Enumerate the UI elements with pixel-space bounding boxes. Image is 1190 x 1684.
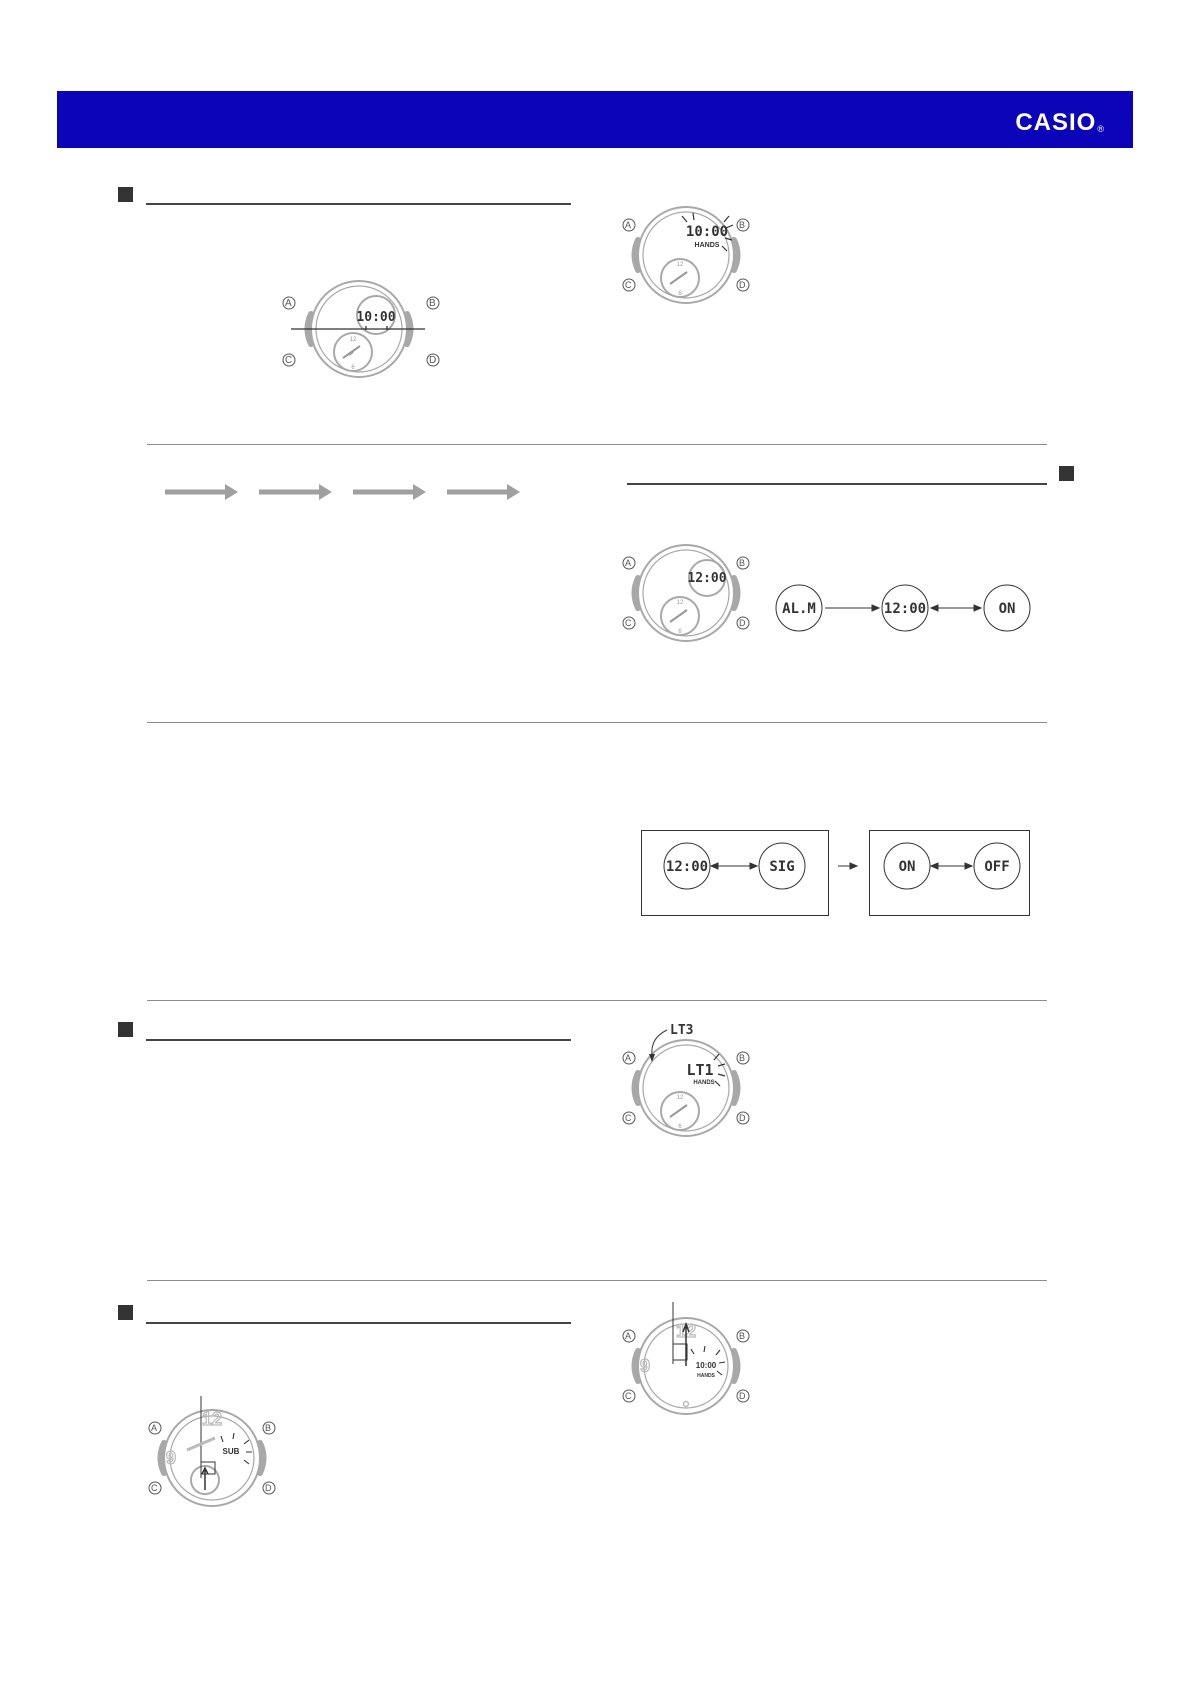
button-b-label: B: [739, 1331, 746, 1341]
section-marker-1: [118, 187, 133, 202]
button-b-label: B: [265, 1423, 272, 1433]
watch-diagram-hands: [620, 200, 755, 310]
lcd-time-small: 10:00: [695, 1361, 717, 1370]
watch-diagram-alarm: [620, 538, 755, 648]
button-b-label: B: [429, 298, 436, 309]
signal-sig: SIG: [769, 859, 795, 875]
signal-setting-flow: [641, 830, 1031, 916]
logo-text: CASIO: [1015, 109, 1097, 136]
section-rule-4: [146, 1322, 571, 1324]
registered-mark: ®: [1097, 124, 1105, 134]
dial-6: 6: [678, 1124, 682, 1130]
watch-diagram-light: [620, 1018, 755, 1143]
watch-diagram-alignment: [620, 1300, 755, 1420]
button-a-label: A: [625, 220, 632, 230]
divider-1: [147, 444, 1047, 445]
button-b-label: B: [739, 1053, 746, 1063]
button-c-label: C: [625, 280, 632, 290]
mode-sequence-arrows: [163, 482, 533, 502]
divider-2: [147, 722, 1047, 723]
button-d-label: D: [739, 1391, 746, 1401]
watch-diagram-time: [280, 276, 460, 382]
flow-on: ON: [998, 601, 1016, 617]
dial-12: 12: [349, 337, 357, 343]
flow-alm: AL.M: [782, 601, 816, 617]
flow-time: 12:00: [883, 601, 927, 617]
dial-12: 12: [676, 600, 684, 606]
divider-4: [147, 1280, 1047, 1281]
button-b-label: B: [739, 558, 746, 568]
divider-3: [147, 1000, 1047, 1001]
dial-12: 12: [676, 262, 684, 268]
section-marker-4: [118, 1305, 133, 1320]
dial-6: 6: [351, 365, 355, 371]
signal-on: ON: [898, 859, 916, 875]
lcd-lt1: LT1: [686, 1061, 714, 1079]
section-rule-1: [146, 203, 571, 205]
watch-diagram-subdial: [145, 1390, 280, 1510]
button-d-label: D: [265, 1483, 272, 1493]
button-c-label: C: [151, 1483, 158, 1493]
button-c-label: C: [625, 1113, 632, 1123]
lcd-hands-label: HANDS: [697, 1373, 715, 1379]
dial-12: 12: [676, 1095, 684, 1101]
dial-6: 6: [678, 629, 682, 635]
button-c-label: C: [625, 1391, 632, 1401]
dial-numeral-12: 12: [201, 1409, 223, 1429]
lcd-sub: SUB: [222, 1447, 240, 1456]
button-a-label: A: [151, 1423, 158, 1433]
button-d-label: D: [739, 1113, 746, 1123]
signal-off: OFF: [984, 859, 1010, 875]
dial-6: 6: [678, 291, 682, 297]
lcd-time: 10:00: [356, 310, 396, 325]
lcd-alarm-time: 12:00: [687, 571, 727, 586]
button-d-label: D: [739, 618, 746, 628]
button-d-label: D: [429, 355, 437, 366]
section-marker-3: [118, 1022, 133, 1037]
button-a-label: A: [625, 1053, 632, 1063]
dial-numeral-12: 12: [675, 1321, 697, 1341]
signal-time: 12:00: [665, 859, 709, 875]
section-marker-2: [1059, 466, 1074, 481]
button-a-label: A: [625, 558, 632, 568]
lcd-time-flashing: 10:00: [685, 224, 729, 240]
button-c-label: C: [625, 618, 632, 628]
button-b-label: B: [739, 220, 746, 230]
lcd-hands-label: HANDS: [693, 1080, 715, 1086]
dial-numeral-9: 9: [639, 1356, 651, 1376]
section-rule-2: [627, 483, 1047, 485]
button-c-label: C: [285, 355, 293, 366]
lcd-hands-label: HANDS: [694, 242, 720, 249]
button-d-label: D: [739, 280, 746, 290]
lcd-lt3: LT3: [670, 1023, 694, 1038]
button-a-label: A: [625, 1331, 632, 1341]
button-a-label: A: [285, 298, 292, 309]
header-banner: [57, 91, 1133, 148]
alarm-setting-flow: [775, 580, 1035, 636]
section-rule-3: [146, 1039, 571, 1041]
dial-numeral-9: 9: [165, 1448, 177, 1468]
casio-logo: [1015, 109, 1105, 137]
